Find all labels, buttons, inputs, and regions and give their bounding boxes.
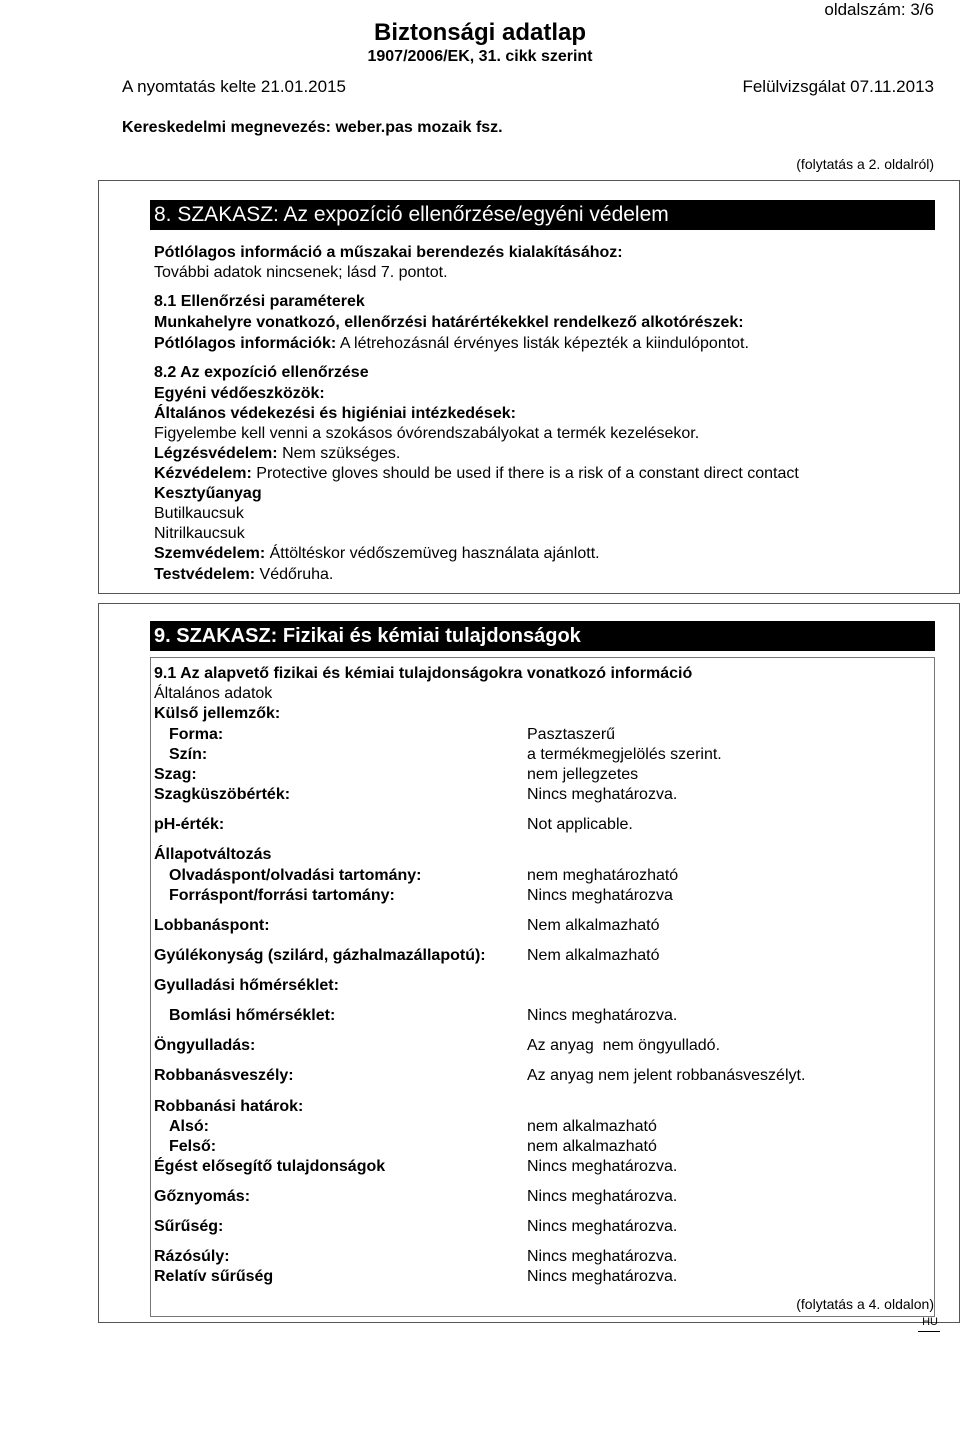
s81-components: Munkahelyre vonatkozó, ellenőrzési határértékekkel rendelkező alkotórészek:: [154, 314, 744, 331]
respiratory-label: Légzésvédelem:: [154, 445, 278, 462]
document-title: Biztonsági adatlap: [373, 19, 587, 46]
color-label: Szín:: [169, 746, 208, 763]
continued-from-note: (folytatás a 2. oldalról): [796, 156, 934, 172]
s81-title: 8.1 Ellenőrzési paraméterek: [154, 293, 365, 310]
language-code: HU: [922, 1316, 938, 1328]
odor-threshold-label: Szagküszöbérték:: [154, 786, 291, 803]
color-value: a termékmegjelölés szerint.: [527, 746, 722, 763]
upper-limit-label: Felső:: [169, 1138, 217, 1155]
ignition-temp-label: Gyulladási hőmérséklet:: [154, 977, 339, 994]
boiling-value: Nincs meghatározva: [527, 887, 673, 904]
respiratory-text: Nem szükséges.: [282, 445, 401, 462]
hygiene-label: Általános védekezési és higiéniai intézkedések:: [154, 405, 516, 422]
self-ignition-value: Az anyag nem öngyulladó.: [527, 1037, 721, 1054]
oxidizing-label: Égést elősegítő tulajdonságok: [154, 1158, 386, 1175]
hand-label: Kézvédelem:: [154, 465, 252, 482]
form-label: Forma:: [169, 726, 224, 743]
relative-density-value: Nincs meghatározva.: [527, 1268, 678, 1285]
decomposition-label: Bomlási hőmérséklet:: [169, 1007, 336, 1024]
form-value: Pasztaszerű: [527, 726, 616, 743]
general-data: Általános adatok: [154, 685, 273, 702]
hygiene-text: Figyelembe kell venni a szokásos óvórendszabályokat a termék kezelésekor.: [154, 425, 700, 442]
explosion-limits-label: Robbanási határok:: [154, 1098, 304, 1115]
flammability-value: Nem alkalmazható: [527, 947, 660, 964]
glove-material-label: Kesztyűanyag: [154, 485, 262, 502]
page-number: oldalszám: 3/6: [824, 0, 934, 19]
melting-label: Olvadáspont/olvadási tartomány:: [169, 867, 422, 884]
respiratory-row: [154, 444, 400, 464]
state-change-label: Állapotváltozás: [154, 846, 272, 863]
density-label: Sűrűség:: [154, 1218, 224, 1235]
body-text: Védőruha.: [259, 566, 334, 583]
glove-material-nitrile: Nitrilkaucsuk: [154, 525, 245, 542]
explosion-hazard-value: Az anyag nem jelent robbanásveszélyt.: [527, 1067, 806, 1084]
revision-date: Felülvizsgálat 07.11.2013: [742, 77, 934, 96]
appearance-label: Külső jellemzők:: [154, 705, 281, 722]
ph-label: pH-érték:: [154, 816, 225, 833]
document-subtitle: 1907/2006/EK, 31. cikk szerint: [367, 48, 593, 65]
flash-point-label: Lobbanáspont:: [154, 917, 270, 934]
odor-label: Szag:: [154, 766, 197, 783]
bulk-density-label: Rázósúly:: [154, 1248, 230, 1265]
oxidizing-value: Nincs meghatározva.: [527, 1158, 678, 1175]
section-8-title: 8. SZAKASZ: Az expozíció ellenőrzése/egyéni védelem: [150, 200, 935, 230]
eye-label: Szemvédelem:: [154, 545, 266, 562]
hand-row: [154, 464, 799, 484]
boiling-label: Forráspont/forrási tartomány:: [169, 887, 395, 904]
vapour-pressure-label: Gőznyomás:: [154, 1188, 251, 1205]
tech-info-text: További adatok nincsenek; lásd 7. pontot.: [154, 264, 448, 281]
s91-title: 9.1 Az alapvető fizikai és kémiai tulajdonságokra vonatkozó információ: [154, 665, 693, 682]
decomposition-value: Nincs meghatározva.: [527, 1007, 678, 1024]
lower-limit-label: Alsó:: [169, 1118, 209, 1135]
s81-extra-row: [154, 334, 749, 354]
s81-extra-label: Pótlólagos információk:: [154, 335, 337, 352]
density-value: Nincs meghatározva.: [527, 1218, 678, 1235]
continued-to-note: (folytatás a 4. oldalon): [796, 1296, 934, 1312]
language-underline: [918, 1331, 940, 1332]
odor-threshold-value: Nincs meghatározva.: [527, 786, 678, 803]
ppe-label: Egyéni védőeszközök:: [154, 385, 325, 402]
eye-row: [154, 544, 600, 564]
lower-limit-value: nem alkalmazható: [527, 1118, 657, 1135]
hand-text: Protective gloves should be used if there is a risk of a constant direct contact: [256, 465, 799, 482]
bulk-density-value: Nincs meghatározva.: [527, 1248, 678, 1265]
odor-value: nem jellegzetes: [527, 766, 639, 783]
s82-title: 8.2 Az expozíció ellenőrzése: [154, 364, 369, 381]
melting-value: nem meghatározható: [527, 867, 679, 884]
relative-density-label: Relatív sűrűség: [154, 1268, 274, 1285]
trade-name: Kereskedelmi megnevezés: weber.pas mozaik fsz.: [122, 119, 503, 136]
s81-extra-text: A létrehozásnál érvényes listák képezték a kiindulópontot.: [339, 335, 749, 352]
body-row: [154, 565, 333, 585]
print-date: A nyomtatás kelte 21.01.2015: [122, 77, 346, 96]
ph-value: Not applicable.: [527, 816, 633, 833]
explosion-hazard-label: Robbanásveszély:: [154, 1067, 294, 1084]
section-9-title: 9. SZAKASZ: Fizikai és kémiai tulajdonságok: [150, 621, 935, 651]
upper-limit-value: nem alkalmazható: [527, 1138, 657, 1155]
glove-material-butyl: Butilkaucsuk: [154, 505, 244, 522]
vapour-pressure-value: Nincs meghatározva.: [527, 1188, 678, 1205]
body-label: Testvédelem:: [154, 566, 256, 583]
tech-info-label: Pótlólagos információ a műszakai berendezés kialakításához:: [154, 244, 623, 261]
flammability-label: Gyúlékonyság (szilárd, gázhalmazállapotú):: [154, 947, 486, 964]
flash-point-value: Nem alkalmazható: [527, 917, 660, 934]
eye-text: Áttöltéskor védőszemüveg használata ajánlott.: [269, 545, 600, 562]
self-ignition-label: Öngyulladás:: [154, 1037, 256, 1054]
